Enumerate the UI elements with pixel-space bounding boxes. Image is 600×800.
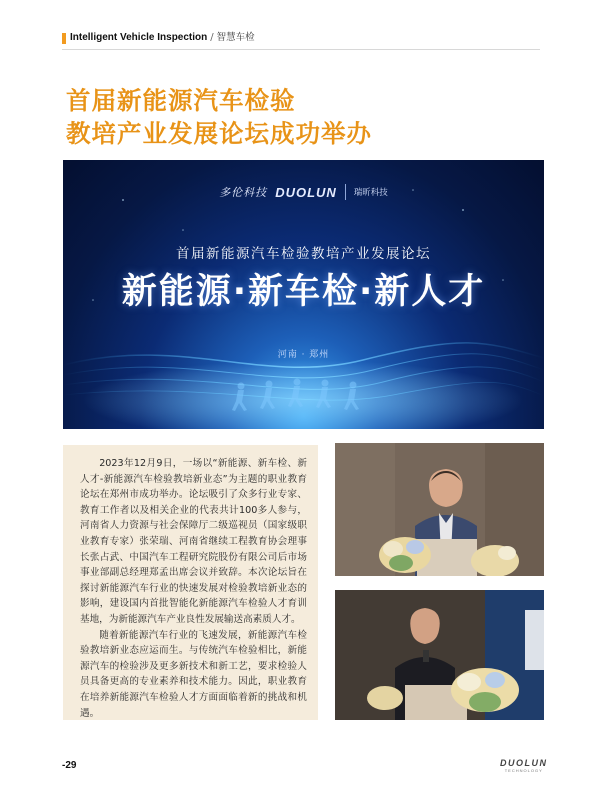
banner-location: 河南 · 郑州 — [277, 350, 330, 360]
page-number: -29 — [62, 760, 77, 771]
article-title-line2: 教培产业发展论坛成功举办 — [66, 119, 372, 148]
footer-logo-text: DUOLUN — [500, 758, 548, 768]
article-title-line1: 首届新能源汽车检验 — [66, 86, 296, 115]
event-banner-image — [63, 160, 544, 429]
banner-logos — [63, 184, 544, 200]
footer-logo — [500, 758, 548, 773]
paragraph: 2023年12月9日，一场以“新能源、新车检、新人才-新能源汽车检验教培新业态”为主题的职业教育论坛在郑州市成功举办。论坛吸引了众多行业专家、教育工作者以及相关企业的代表共计100多人参与，河南省人力资源与社会保障厅二级巡视员（国家级职业教育专家）张荣瑞、河南省继续工程教育协会理事长张占武、中国汽车工程研究院股份有限公司后市场事业部副总经理郑孟出席会议并致辞。本次论坛旨在探讨新能源汽车行业的快速发展对检验教培新业态的影响，建设国内首批智能化新能源汽车检验人才育训基地，为新能源汽车产业良性发展输送高素质人才。 — [80, 458, 307, 625]
speaker-photo-2 — [335, 590, 544, 720]
duolun-logo-en: DUOLUN — [275, 184, 337, 200]
section-title-cn: 智慧车检 — [216, 32, 255, 43]
footer-logo-sub: TECHNOLOGY — [504, 768, 543, 773]
paragraph: 随着新能源汽车行业的飞速发展，新能源汽车检验教培新业态应运而生。与传统汽车检验相比，新能源汽车的检验涉及更多新技术和新工艺，要求检验人员具备更高的专业素养和技术能力。因此，职业教育在培养新能源汽车检验人才方面面临着新的挑战和机遇。 — [80, 629, 307, 719]
banner-subtitle: 首届新能源汽车检验教培产业发展论坛 — [176, 246, 431, 262]
section-header — [70, 31, 255, 45]
section-separator: / — [210, 32, 214, 43]
banner-main-slogan: 新能源·新车检·新人才 — [121, 272, 486, 312]
article-title — [66, 84, 526, 150]
section-title-en: Intelligent Vehicle Inspection — [70, 32, 208, 43]
logo-divider — [345, 184, 346, 200]
article-body — [80, 456, 307, 721]
header-divider — [62, 49, 540, 50]
speaker-photo-1-drawing — [335, 443, 544, 576]
partner-logo: 瑞昕科技 — [353, 188, 388, 198]
speaker-photo-1 — [335, 443, 544, 576]
header-accent-bar — [62, 33, 66, 44]
speaker-photo-2-drawing — [335, 590, 544, 720]
duolun-logo-cn: 多伦科技 — [219, 186, 268, 199]
